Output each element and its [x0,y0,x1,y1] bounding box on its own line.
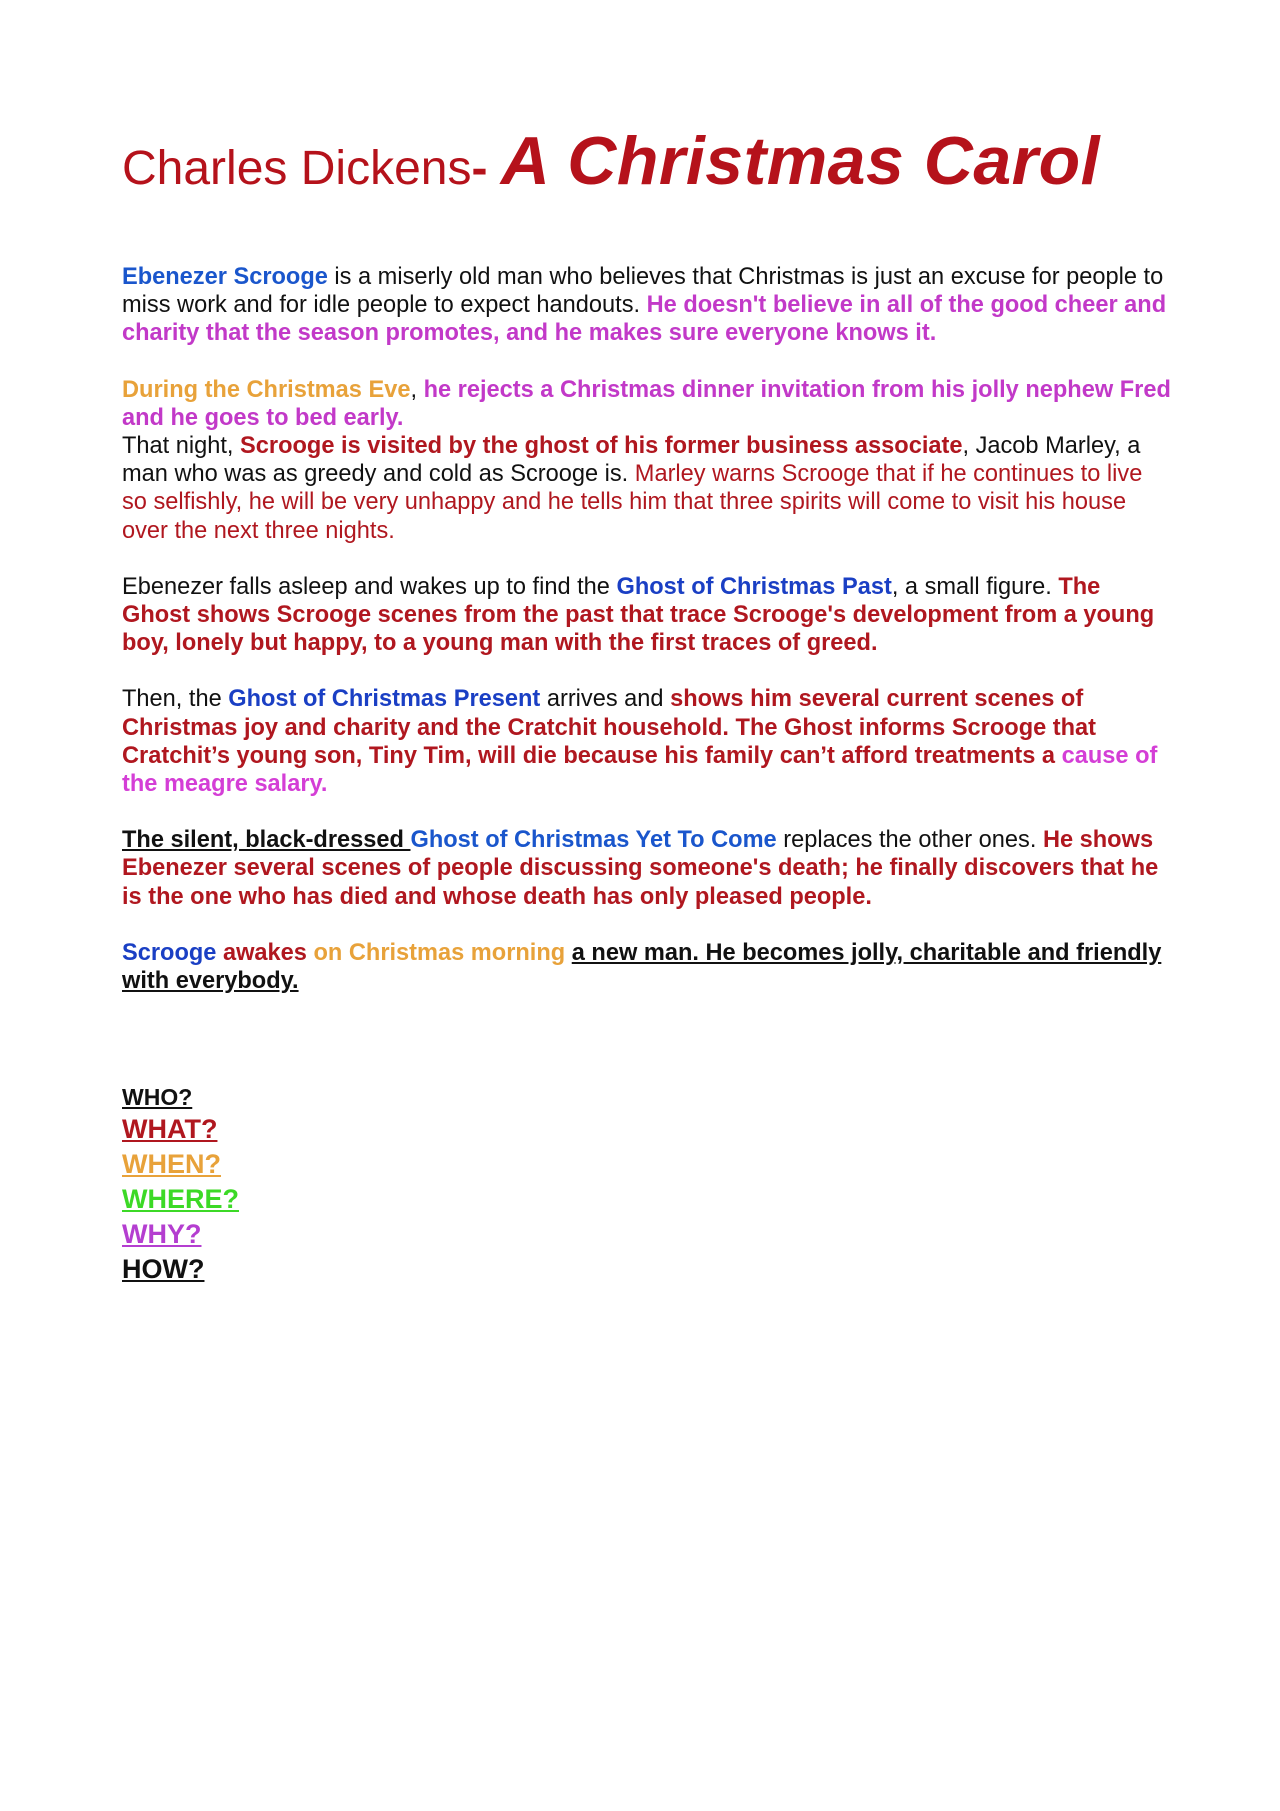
paragraph-marley [122,432,1172,545]
time-phrase: During the Christmas Eve [122,376,411,403]
paragraph-ghost-yet-to-come [122,826,1172,911]
highlight-segment: he rejects a Christmas dinner invitation from his jolly nephew Fred and he goes to bed early. [122,376,1171,431]
paragraph-ghost-present [122,685,1172,798]
text-segment: Then, the [122,686,229,713]
highlight-segment: Scrooge is visited by the ghost of his former business associate [240,433,963,460]
question-how: HOW? [122,1254,205,1284]
question-who: WHO? [122,1084,193,1110]
paragraph-christmas-eve [122,376,1172,432]
character-name: Ebenezer Scrooge [122,264,328,290]
question-what: WHAT? [122,1114,218,1144]
text-segment: , [410,376,424,403]
question-list [122,1082,239,1287]
text-segment: , a small figure. [891,573,1059,600]
page-title [122,122,1100,200]
summary-body [122,263,1172,1023]
highlight-segment: shows him several current scenes of Christmas joy and charity and the Cratchit household. The Ghost informs Scrooge that Cratchit’s young son, Tiny Tim, will die because his family can’t afford treatments a [122,686,1097,769]
text-segment: is a miserly old man who believes that Christmas is just an excuse for people to miss work and for idle people to expect handouts. [122,264,1164,319]
character-name: Scrooge [122,939,217,966]
highlight-segment: The Ghost shows Scrooge scenes from the past that trace Scrooge's development from a young boy, lonely but happy, to a young man with the first traces of greed. [122,573,1155,657]
title-work: A Christmas Carol [500,123,1101,199]
highlight-segment: He shows Ebenezer several scenes of people discussing someone's death; he finally discovers that he is the one who has died and whose death has only pleased people. [122,827,1159,910]
title-dash: - [471,142,501,195]
underlined-segment: The silent, black-dressed [122,827,411,854]
text-segment: arrives and [540,686,671,713]
text-segment: Ebenezer falls asleep and wakes up to find the [122,573,617,600]
title-author: Charles Dickens [122,142,472,195]
time-phrase: on Christmas morning [313,939,566,966]
text-segment: replaces the other ones. [776,827,1043,854]
text-segment: That night, [122,433,241,460]
highlight-segment: cause of the meagre salary. [122,742,1158,798]
question-where: WHERE? [122,1184,239,1214]
paragraph-intro [122,263,1172,348]
question-when: WHEN? [122,1149,221,1179]
character-name: Ghost of Christmas Present [228,686,541,713]
highlight-segment: He doesn't believe in all of the good cheer and charity that the season promotes, and he makes sure everyone knows it. [122,292,1167,347]
paragraph-ending [122,939,1172,995]
highlight-segment: Marley warns Scrooge that if he continues to live so selfishly, he will be very unhappy and he tells him that three spirits will come to visit his house over the next three nights. [122,461,1143,544]
underlined-segment: a new man. He becomes jolly, charitable and friendly with everybody. [122,939,1162,995]
text-segment: , Jacob Marley, a man who was as greedy and cold as Scrooge is. [122,433,1141,488]
question-why: WHY? [122,1219,202,1249]
character-name: Ghost of Christmas Past [616,573,892,600]
character-name: Ghost of Christmas Yet To Come [410,827,777,854]
paragraph-ghost-past [122,573,1172,658]
highlight-segment: awakes [216,939,314,966]
